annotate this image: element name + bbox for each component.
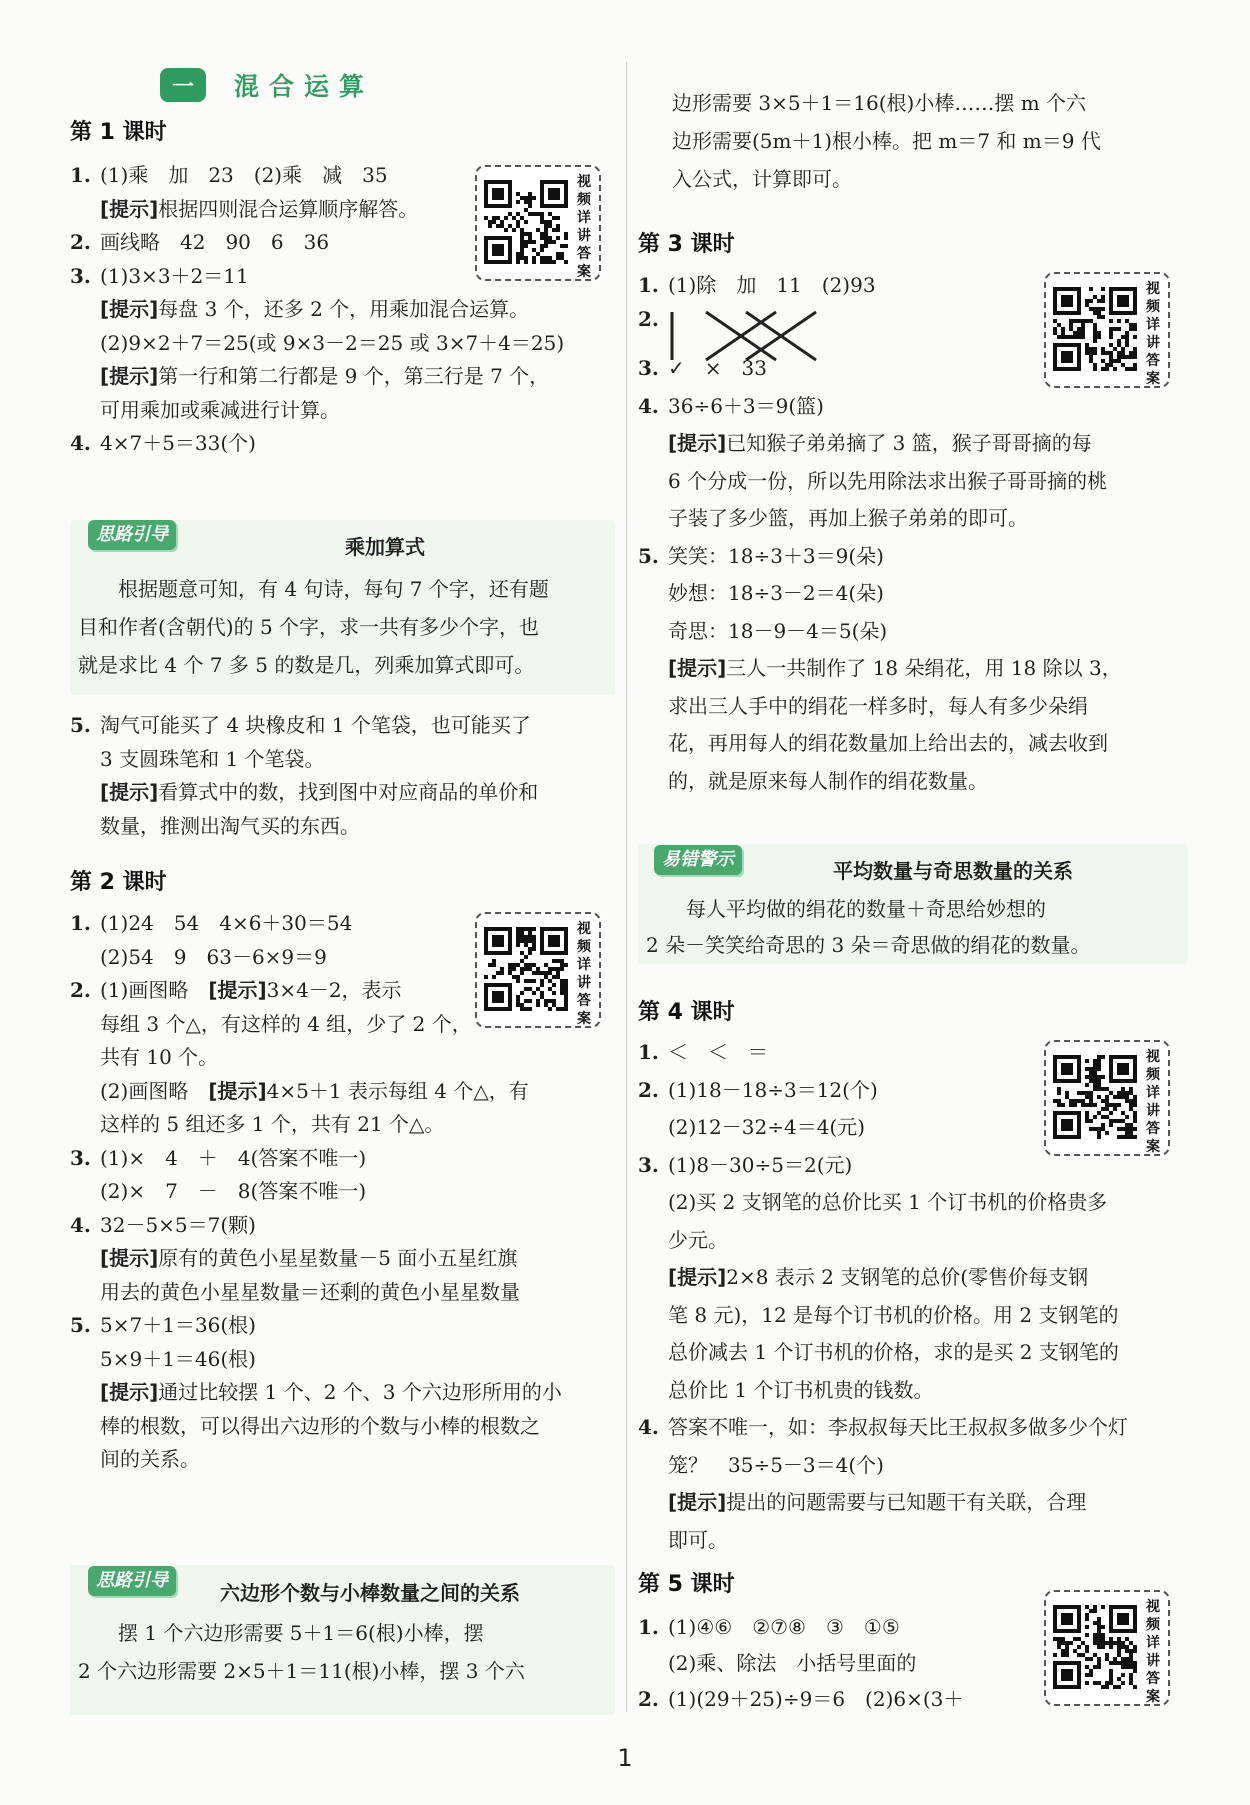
answer-line — [70, 908, 352, 938]
answer-line — [70, 1210, 256, 1240]
answer-line — [638, 466, 1107, 496]
question-number: 2. — [638, 306, 659, 331]
qr-code-icon — [484, 921, 570, 1017]
tip-label: [提示] — [668, 656, 727, 680]
tip-label: [提示] — [100, 196, 159, 221]
answer-text: ✓ × 33 — [668, 356, 767, 380]
question-number: 5. — [638, 543, 659, 568]
answer-text: (2)54 9 63－6×9＝9 — [100, 944, 327, 969]
answer-line — [638, 1648, 916, 1678]
answer-text: 可用乘加或乘减进行计算。 — [100, 397, 340, 422]
hint-box-1-title: 乘加算式 — [345, 535, 425, 559]
answer-text: (1)24 54 4×6＋30＝54 — [100, 911, 353, 935]
answer-text: 少元。 — [668, 1227, 728, 1252]
qr-label: 视频详讲答案 — [1146, 1599, 1160, 1705]
answer-text: 4×7＋5＝33(个) — [100, 431, 256, 455]
question-number: 1. — [70, 163, 91, 187]
answer-line — [70, 160, 388, 190]
tip-label: [提示] — [100, 297, 159, 321]
answer-line — [638, 616, 887, 646]
unit-number-badge: 一 — [160, 68, 206, 102]
answer-text: 笼？ 35÷5－3＝4(个) — [668, 1452, 884, 1477]
question-number: 2. — [70, 978, 91, 1002]
answer-line — [638, 653, 1122, 683]
answer-text: (1)3×3＋2＝11 — [100, 263, 249, 288]
box-text-line: 每人平均做的绢花的数量＋奇思给妙想的 — [646, 897, 1046, 921]
box-text-line: 边形需要 3×5＋1＝16(根)小棒……摆 m 个六 — [672, 91, 1087, 115]
answer-text: (1)画图略 [提示]3×4－2，表示 — [100, 978, 402, 1002]
lesson-3-title: 第 3 课时 — [638, 232, 735, 257]
tip-label: [提示] — [208, 1078, 267, 1103]
answer-line — [638, 1412, 1128, 1442]
box-text-line: 目和作者(含朝代)的 5 个字，求一共有多少个字，也 — [78, 615, 540, 639]
answer-line — [70, 1176, 366, 1206]
question-number: 1. — [638, 1615, 659, 1639]
tip-label: [提示] — [668, 431, 727, 455]
answer-line — [70, 975, 402, 1005]
answer-line — [638, 270, 876, 300]
answer-line — [70, 1243, 517, 1273]
answer-text: 32－5×5＝7(颗) — [100, 1212, 256, 1237]
qr-label: 视频详讲答案 — [1146, 281, 1160, 387]
answer-line — [638, 1375, 933, 1405]
answer-line — [70, 1042, 218, 1072]
qr-code-lesson-2[interactable] — [475, 912, 601, 1028]
answer-text: (2)画图略 [提示]4×5＋1 表示每组 4 个△，有 — [100, 1078, 529, 1103]
question-number: 5. — [70, 1313, 91, 1337]
box-text-line: 根据题意可知，有 4 句诗，每句 7 个字，还有题 — [78, 577, 549, 601]
box-text-line: 入公式，计算即可。 — [672, 167, 852, 191]
lesson-2-title: 第 2 课时 — [70, 870, 167, 895]
answer-line — [70, 194, 418, 224]
answer-text: (2)9×2＋7＝25(或 9×3－2＝25 或 3×7＋4＝25) — [100, 330, 565, 355]
answer-text: 奇思：18－9－4＝5(朵) — [668, 618, 888, 643]
answer-line — [70, 1277, 520, 1307]
answer-line — [638, 541, 884, 571]
answer-line — [70, 942, 327, 972]
answer-text: [提示]通过比较摆 1 个、2 个、3 个六边形所用的小 — [100, 1380, 562, 1404]
answer-line — [638, 428, 1092, 458]
question-number: 3. — [638, 1152, 659, 1177]
answer-text: [提示]根据四则混合运算顺序解答。 — [100, 196, 419, 221]
answer-text: (1)× 4 ＋ 4(答案不唯一) — [100, 1145, 367, 1170]
answer-line — [638, 1612, 900, 1642]
answer-line — [638, 391, 824, 421]
answer-text: 棒的根数，可以得出六边形的个数与小棒的根数之 — [100, 1413, 540, 1438]
question-number: 3. — [70, 263, 91, 288]
tip-label: [提示] — [100, 780, 159, 804]
question-number: 1. — [638, 1040, 659, 1064]
answer-line — [70, 328, 564, 358]
answer-text: (2)乘、除法 小括号里面的 — [668, 1651, 917, 1675]
tip-label: [提示] — [668, 1265, 727, 1289]
lesson-4-title: 第 4 课时 — [638, 1000, 735, 1025]
answer-line — [638, 578, 884, 608]
answer-text: 求出三人手中的绢花一样多时，每人有多少朵绢 — [668, 693, 1088, 718]
answer-text: 5×7＋1＝36(根) — [100, 1313, 256, 1337]
answer-text: [提示]三人一共制作了 18 朵绢花，用 18 除以 3， — [668, 656, 1122, 680]
answer-text: [提示]已知猴子弟弟摘了 3 篮，猴子哥哥摘的每 — [668, 431, 1092, 455]
answer-text: (1)④⑥ ②⑦⑧ ③ ①⑤ — [668, 1615, 900, 1639]
answer-text: [提示]每盘 3 个，还多 2 个，用乘加混合运算。 — [100, 297, 530, 321]
answer-text: 3 支圆珠笔和 1 个笔袋。 — [100, 746, 325, 771]
answer-line — [70, 294, 529, 324]
answer-text: 这样的 5 组还多 1 个，共有 21 个△。 — [100, 1112, 445, 1136]
box-text-line: 边形需要(5m＋1)根小棒。把 m＝7 和 m＝9 代 — [672, 129, 1101, 153]
answer-line — [638, 766, 988, 796]
answer-line — [70, 1411, 540, 1441]
answer-text: 数量，推测出淘气买的东西。 — [100, 813, 360, 838]
answer-text: 用去的黄色小星星数量＝还剩的黄色小星星数量 — [100, 1279, 520, 1304]
qr-code-icon — [1053, 1599, 1139, 1695]
box-text-line: 2 个六边形需要 2×5＋1＝11(根)小棒，摆 3 个六 — [78, 1659, 525, 1683]
answer-line — [638, 728, 1108, 758]
unit-title: 混合运算 — [234, 72, 375, 101]
answer-line — [638, 1300, 1119, 1330]
qr-code-lesson-4[interactable] — [1044, 1040, 1170, 1156]
tip-label: [提示] — [100, 1246, 159, 1270]
answer-line — [638, 304, 668, 334]
answer-text: 笑笑：18÷3＋3＝9(朵) — [668, 543, 884, 568]
tip-label: [提示] — [100, 1380, 159, 1404]
answer-text: (1)除 加 11 (2)93 — [668, 273, 876, 297]
qr-code-lesson-1[interactable] — [475, 165, 601, 281]
answer-line — [638, 1075, 878, 1105]
qr-label: 视频详讲答案 — [1146, 1049, 1160, 1155]
qr-label: 视频详讲答案 — [577, 174, 591, 280]
answer-text: 花，再用每人的绢花数量加上给出去的，减去收到 — [668, 731, 1108, 755]
answer-line — [70, 744, 325, 774]
box-text-line: 摆 1 个六边形需要 5＋1＝6(根)小棒，摆 — [78, 1621, 484, 1645]
answer-line — [638, 1525, 728, 1555]
answer-line — [638, 1684, 963, 1714]
hint-box-2-title: 六边形个数与小棒数量之间的关系 — [220, 1581, 520, 1605]
answer-text: ＜ ＜ ＝ — [668, 1040, 768, 1064]
answer-text: 答案不唯一，如：李叔叔每天比王叔叔多做多少个灯 — [668, 1415, 1128, 1439]
answer-text: (1)乘 加 23 (2)乘 减 35 — [100, 163, 388, 187]
answer-text: (1)8－30÷5＝2(元) — [668, 1152, 853, 1177]
answer-line — [70, 1310, 256, 1340]
matching-lines-diagram — [666, 308, 826, 364]
lesson-5-title: 第 5 课时 — [638, 1572, 735, 1597]
answer-text: (2)买 2 支钢笔的总价比买 1 个订书机的价格贵多 — [668, 1190, 1108, 1214]
question-number: 4. — [70, 1212, 91, 1237]
qr-code-icon — [1053, 281, 1139, 377]
answer-text: [提示]提出的问题需要与已知题干有关联，合理 — [668, 1490, 1087, 1514]
qr-code-lesson-5[interactable] — [1044, 1590, 1170, 1706]
answer-line — [638, 691, 1088, 721]
box-text-line: 就是求比 4 个 7 多 5 的数是几，列乘加算式即可。 — [78, 653, 535, 677]
answer-text: [提示]看算式中的数，找到图中对应商品的单价和 — [100, 780, 539, 804]
question-number: 4. — [638, 393, 659, 418]
tip-label: [提示] — [668, 1490, 727, 1514]
answer-line — [638, 1450, 884, 1480]
qr-code-lesson-3[interactable] — [1044, 272, 1170, 388]
tip-label: [提示] — [100, 364, 159, 388]
answer-text: 画线略 42 90 6 36 — [100, 230, 330, 254]
page-number: 1 — [617, 1744, 633, 1772]
question-number: 5. — [70, 713, 91, 737]
answer-line — [70, 1344, 256, 1374]
answer-line — [70, 1377, 562, 1407]
question-number: 1. — [70, 911, 91, 935]
answer-text: 36÷6＋3＝9(篮) — [668, 393, 824, 418]
answer-text: 每组 3 个△，有这样的 4 组，少了 2 个， — [100, 1011, 472, 1036]
hint-badge-1: 思路引导 — [88, 520, 176, 550]
hint-badge-2: 思路引导 — [88, 1566, 176, 1596]
question-number: 2. — [638, 1077, 659, 1102]
question-number: 4. — [70, 431, 91, 455]
answer-text: 的，就是原来每人制作的绢花数量。 — [668, 768, 988, 793]
answer-text: 即可。 — [668, 1527, 728, 1552]
answer-text: [提示]第一行和第二行都是 9 个，第三行是 7 个， — [100, 364, 550, 388]
question-number: 2. — [638, 1687, 659, 1711]
answer-text: 总价减去 1 个订书机的价格，求的是买 2 支钢笔的 — [668, 1340, 1119, 1364]
answer-line — [70, 1076, 529, 1106]
question-number: 1. — [638, 273, 659, 297]
answer-line — [638, 1112, 865, 1142]
answer-text: 淘气可能买了 4 块橡皮和 1 个笔袋，也可能买了 — [100, 713, 531, 737]
answer-text: [提示]2×8 表示 2 支钢笔的总价(零售价每支钢 — [668, 1265, 1089, 1289]
answer-text: (1)(29＋25)÷9＝6 (2)6×(3＋ — [668, 1687, 964, 1711]
answer-line — [638, 1225, 728, 1255]
answer-line — [70, 777, 538, 807]
answer-line — [638, 1150, 852, 1180]
answer-line — [638, 1037, 768, 1067]
answer-line — [638, 1337, 1119, 1367]
box-text-line: 2 朵－笑笑给奇思的 3 朵＝奇思做的绢花的数量。 — [646, 933, 1091, 957]
answer-line — [638, 1262, 1088, 1292]
answer-text: (2)12－32÷4＝4(元) — [668, 1115, 866, 1139]
answer-line — [70, 1009, 472, 1039]
answer-line — [70, 361, 549, 391]
qr-code-icon — [484, 174, 570, 270]
answer-line — [70, 227, 329, 257]
column-divider — [626, 62, 627, 1712]
answer-text: 共有 10 个。 — [100, 1045, 219, 1069]
qr-code-icon — [1053, 1049, 1139, 1145]
answer-line — [70, 1109, 444, 1139]
answer-line — [638, 1487, 1086, 1517]
answer-text: 子装了多少篮，再加上猴子弟弟的即可。 — [668, 506, 1028, 530]
warning-box-title: 平均数量与奇思数量的关系 — [833, 859, 1073, 883]
answer-text: [提示]原有的黄色小星星数量－5 面小五星红旗 — [100, 1246, 518, 1270]
qr-label: 视频详讲答案 — [577, 921, 591, 1027]
answer-text: 总价比 1 个订书机贵的钱数。 — [668, 1377, 934, 1402]
answer-text: 间的关系。 — [100, 1447, 200, 1471]
answer-line — [638, 503, 1028, 533]
answer-line — [70, 1444, 200, 1474]
answer-line — [638, 1187, 1107, 1217]
tip-label: [提示] — [208, 978, 267, 1002]
unit-header — [160, 66, 374, 104]
answer-text: 6 个分成一份，所以先用除法求出猴子哥哥摘的桃 — [668, 468, 1108, 493]
answer-text: (2)× 7 － 8(答案不唯一) — [100, 1179, 367, 1203]
answer-line — [70, 261, 249, 291]
question-number: 4. — [638, 1415, 659, 1439]
answer-line — [70, 710, 531, 740]
answer-text: 笔 8 元)，12 是每个订书机的价格。用 2 支钢笔的 — [668, 1302, 1119, 1327]
question-number: 3. — [70, 1145, 91, 1170]
lesson-1-title: 第 1 课时 — [70, 120, 167, 145]
answer-text: (1)18－18÷3＝12(个) — [668, 1077, 878, 1102]
answer-line — [70, 811, 360, 841]
answer-line — [70, 1143, 366, 1173]
warning-badge: 易错警示 — [654, 845, 742, 875]
answer-text: 妙想：18÷3－2＝4(朵) — [668, 581, 884, 605]
question-number: 2. — [70, 230, 91, 254]
question-number: 3. — [638, 356, 659, 380]
answer-text: 5×9＋1＝46(根) — [100, 1346, 256, 1371]
answer-line — [70, 428, 256, 458]
answer-line — [70, 395, 340, 425]
